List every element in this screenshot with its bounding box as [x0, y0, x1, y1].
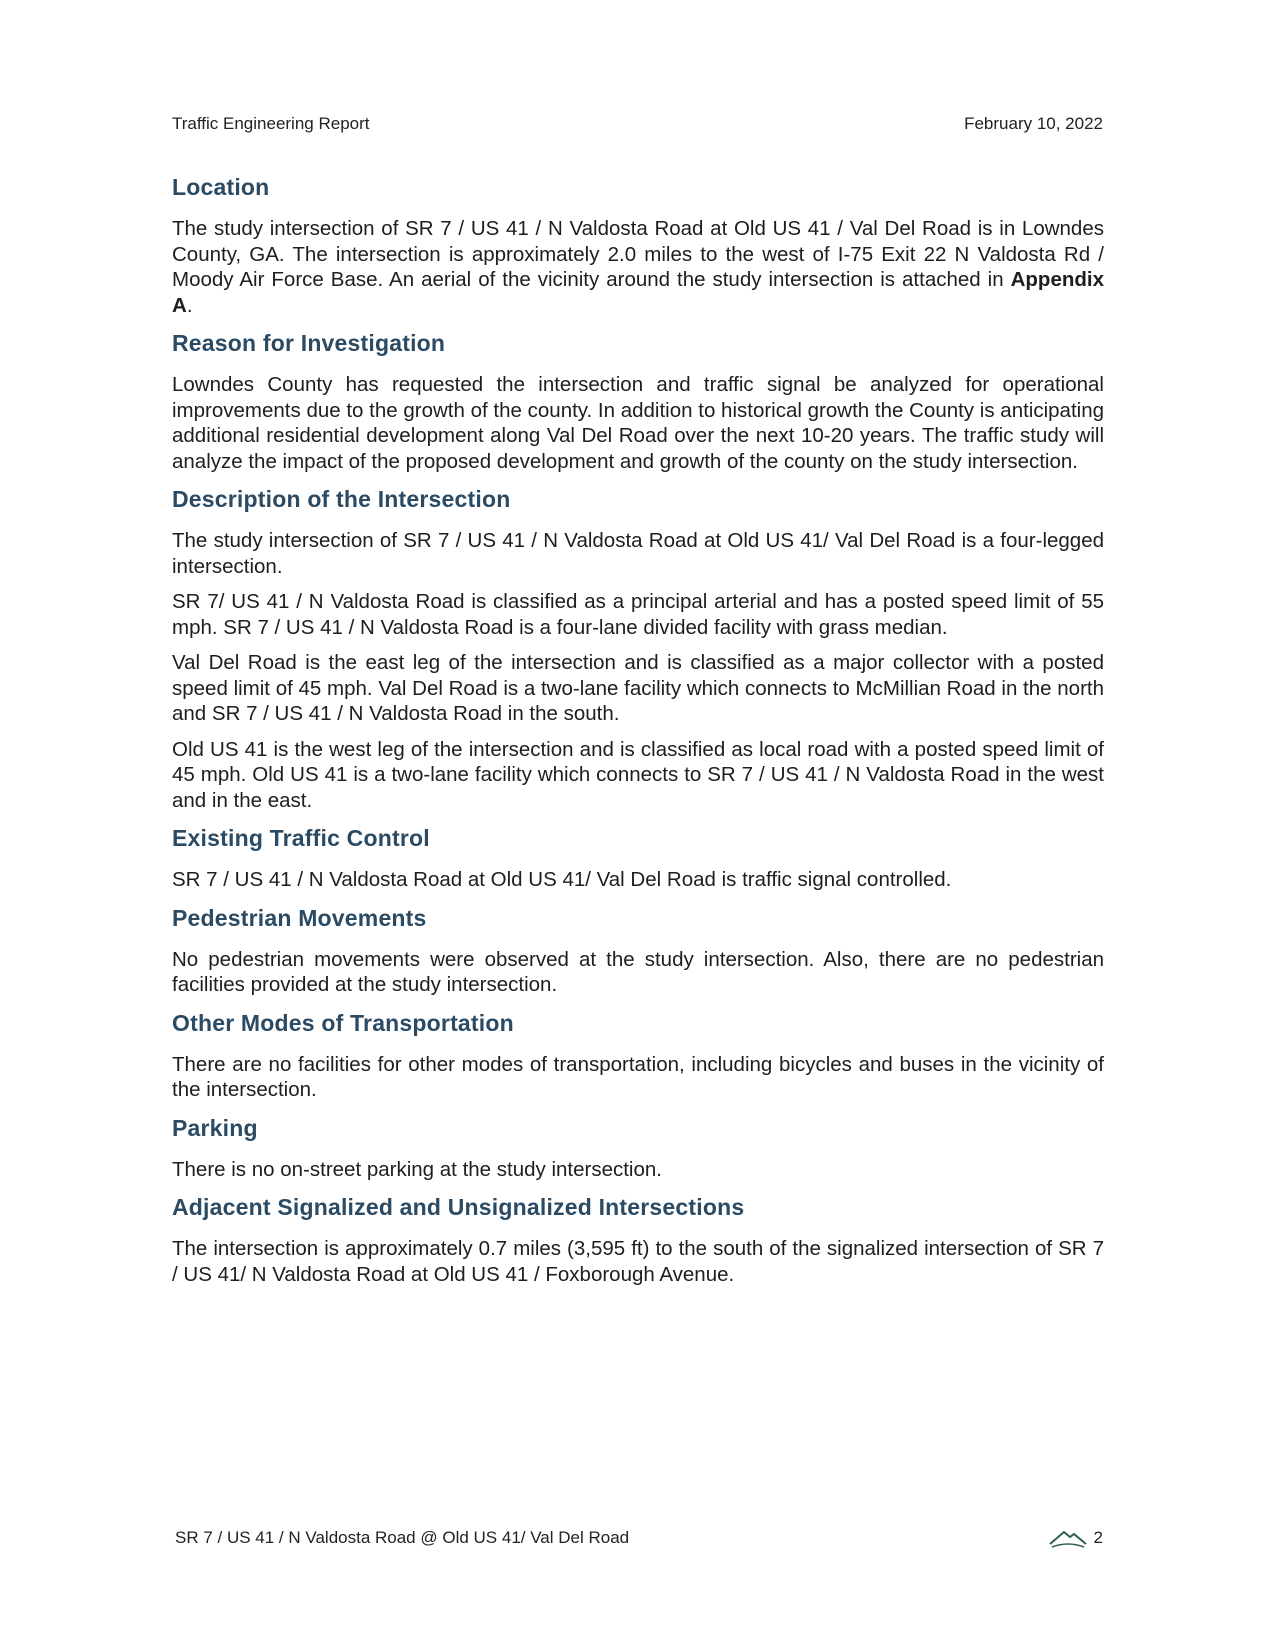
- section-heading: Description of the Intersection: [172, 486, 511, 512]
- section-other-modes: [172, 1008, 1104, 1103]
- page-footer: [175, 1527, 1103, 1549]
- section-heading: Pedestrian Movements: [172, 904, 427, 931]
- section-paragraph: No pedestrian movements were observed at the study intersection. Also, there are no pedestrian facilities provided at the study intersection.: [172, 947, 1104, 996]
- section-adjacent-intersections: [172, 1192, 1104, 1287]
- appendix-reference: Appendix A: [172, 268, 1104, 317]
- section-paragraph: SR 7/ US 41 / N Valdosta Road is classified as a principal arterial and has a posted speed limit of 55 mph. SR 7 / US 41 / N Valdosta Road is a four-lane divided facility with grass median.: [172, 590, 1104, 639]
- section-parking: [172, 1113, 1104, 1183]
- footer-right: [1048, 1527, 1103, 1549]
- section-pedestrian: [172, 903, 1104, 998]
- section-paragraph: The intersection is approximately 0.7 miles (3,595 ft) to the south of the signalized intersection of SR 7 / US 41/ N Valdosta Road at Old US 41 / Foxborough Avenue.: [172, 1237, 1104, 1286]
- section-paragraph: Lowndes County has requested the intersection and traffic signal be analyzed for operational improvements due to the growth of the county. In addition to historical growth the County is anticipating additional residential development along Val Del Road over the next 10-20 years. The traffic study will analyze the impact of the proposed development and growth of the county on the study intersection.: [172, 373, 1104, 473]
- section-paragraph: Val Del Road is the east leg of the intersection and is classified as a major collector with a posted speed limit of 45 mph. Val Del Road is a two-lane facility which connects to McMillian Road in the north and SR 7 / US 41 / N Valdosta Road in the south.: [172, 651, 1104, 725]
- report-title: Traffic Engineering Report: [172, 114, 370, 133]
- report-date: February 10, 2022: [964, 114, 1103, 133]
- section-heading: Adjacent Signalized and Unsignalized Intersections: [172, 1194, 745, 1220]
- section-heading: Parking: [172, 1114, 258, 1141]
- section-heading: Existing Traffic Control: [172, 825, 430, 851]
- section-paragraph: The study intersection of SR 7 / US 41 / N Valdosta Road at Old US 41/ Val Del Road is a four-legged intersection.: [172, 529, 1104, 578]
- section-heading: Reason for Investigation: [172, 330, 446, 356]
- section-heading: Location: [172, 174, 270, 200]
- section-paragraph: The study intersection of SR 7 / US 41 / N Valdosta Road at Old US 41 / Val Del Road is in Lowndes County, GA. The intersection is approximately 2.0 miles to the west of I-75 Exit 22 N Valdosta Rd / Moody Air Force Base. An aerial of the vicinity around the study intersection is attached in Appendix A.: [172, 217, 1104, 317]
- section-traffic-control: [172, 823, 1104, 893]
- section-paragraph: SR 7 / US 41 / N Valdosta Road at Old US 41/ Val Del Road is traffic signal controlled.: [172, 868, 952, 891]
- section-location: [172, 172, 1104, 318]
- footer-location: SR 7 / US 41 / N Valdosta Road @ Old US 41/ Val Del Road: [175, 1528, 630, 1547]
- section-paragraph: Old US 41 is the west leg of the intersection and is classified as local road with a posted speed limit of 45 mph. Old US 41 is a two-lane facility which connects to SR 7 / US 41 / N Valdosta Road in the west and in the east.: [172, 737, 1104, 812]
- section-heading: Other Modes of Transportation: [172, 1009, 514, 1036]
- page-number: 2: [1093, 1528, 1103, 1547]
- section-paragraph: There is no on-street parking at the study intersection.: [172, 1157, 662, 1181]
- page-header: [172, 114, 1103, 134]
- report-body: [172, 172, 1104, 1297]
- section-reason: [172, 328, 1104, 474]
- section-paragraph: There are no facilities for other modes of transportation, including bicycles and buses in the vicinity of the intersection.: [172, 1052, 1104, 1101]
- section-description: [172, 484, 1104, 813]
- mountain-logo-icon: [1048, 1527, 1088, 1549]
